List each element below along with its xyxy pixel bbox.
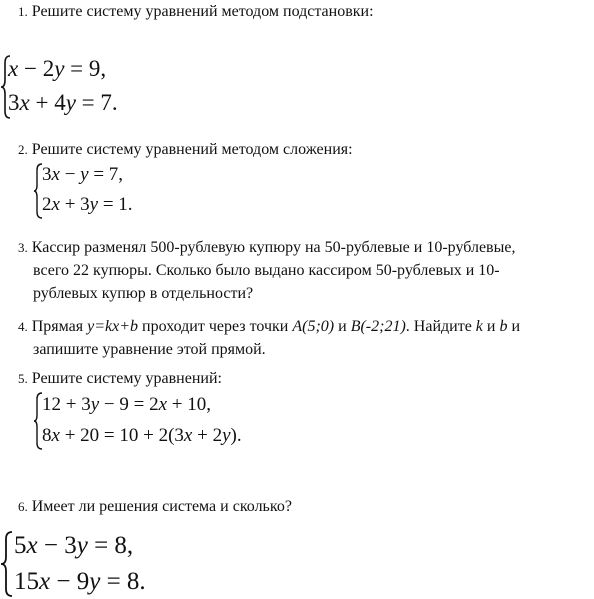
task-text-line: Кассир разменял 500-рублевую купюру на 50-рублевые и 10-рублевые, (31, 239, 516, 256)
equation-line: 5x − 3y = 8, (14, 532, 134, 559)
task-4-heading (18, 315, 520, 339)
left-brace-icon (0, 530, 14, 598)
task-number: 6. (18, 499, 28, 514)
task-text: и (334, 318, 351, 335)
task-number: 3. (18, 240, 28, 255)
task-text: . Найдите (405, 318, 476, 335)
point-b: B(-2;21) (350, 318, 406, 335)
task-text: и (482, 318, 500, 335)
equation-line: 12 + 3y − 9 = 2x + 10, (42, 394, 211, 415)
task-text: Решите систему уравнений методом подстановки: (31, 3, 374, 20)
task-text-line: рублевых купюр в отдельности? (33, 285, 254, 302)
equation-line: 3x − y = 7, (42, 164, 124, 185)
variable-b: b (499, 318, 508, 335)
task-text: проходит через точки (138, 318, 293, 335)
equation-line: 15x − 9y = 8. (14, 568, 146, 595)
task-text: Прямая (31, 318, 88, 335)
equation-system-1 (0, 54, 170, 120)
equation-system-6 (0, 530, 190, 598)
task-6-heading (18, 495, 292, 519)
task-number: 2. (18, 142, 28, 157)
task-number: 1. (18, 4, 28, 19)
task-3-heading (18, 236, 515, 260)
task-text: Имеет ли решения система и сколько? (31, 498, 292, 515)
task-text: Решите систему уравнений методом сложения: (31, 141, 353, 158)
equation-line: 3x + 4y = 7. (8, 90, 118, 115)
equation-line: 8x + 20 = 10 + 2(3x + 2y). (42, 425, 242, 446)
point-a: A(5;0) (292, 318, 335, 335)
equation-line: x − 2y = 9, (8, 56, 107, 81)
variable-k: k (475, 318, 483, 335)
task-text-line: запишите уравнение этой прямой. (33, 341, 266, 358)
task-1-heading (18, 0, 374, 24)
task-number: 5. (18, 371, 28, 386)
task-text-line: всего 22 купюры. Сколько было выдано кассиром 50-рублевых и 10- (33, 262, 500, 279)
equation-line: 2x + 3y = 1. (42, 194, 133, 215)
equation-system-5 (33, 391, 293, 451)
equation-system-2 (33, 162, 193, 220)
line-formula: y=kx+b (87, 318, 139, 335)
task-text: Решите систему уравнений: (31, 370, 222, 387)
task-number: 4. (18, 319, 28, 334)
task-2-heading (18, 138, 353, 162)
task-text: и (507, 318, 521, 335)
task-5-heading (18, 367, 222, 391)
